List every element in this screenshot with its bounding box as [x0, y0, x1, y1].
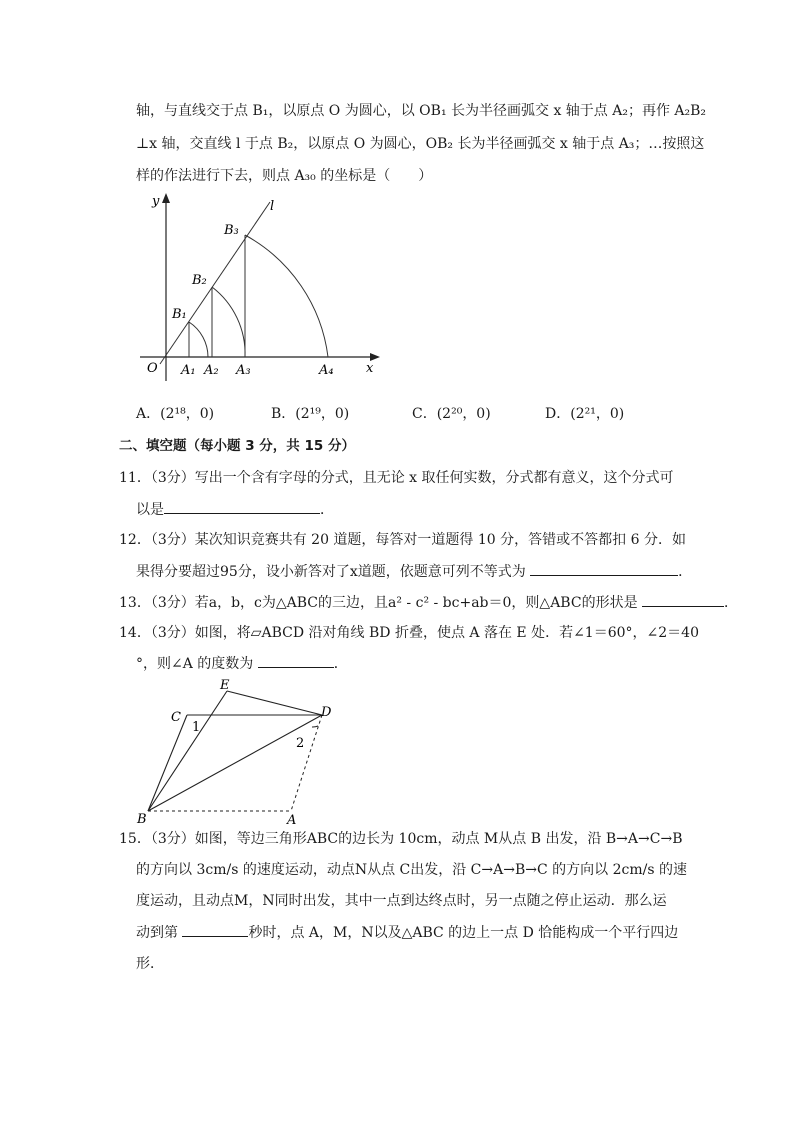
option-b-letter: B． [271, 406, 296, 422]
q14-figure [130, 672, 350, 827]
option-a[interactable] [136, 404, 214, 424]
q13-text [119, 592, 738, 613]
label-A1: A₁ [181, 363, 196, 378]
label-A: A [287, 813, 297, 827]
label-B2: B₂ [192, 273, 207, 288]
q15-text-line2: 的方向以 3cm/s 的速度运动，动点N从点 C出发，沿 C→A→B→C 的方向以 2cm/s 的速 [136, 862, 687, 878]
line-l [160, 202, 270, 364]
option-c[interactable] [412, 404, 491, 424]
option-c-letter: C． [412, 406, 437, 422]
label-A2: A₂ [204, 363, 219, 378]
q10-text-line1: 轴，与直线交于点 B₁，以原点 O 为圆心，以 OB₁ 长为半径画弧交 x 轴于点 A₂；再作 A₂B₂ [136, 103, 707, 119]
arc-B3A4 [245, 235, 328, 357]
q12-suffix: ． [678, 564, 693, 580]
q15-text-line1: 15．（3分）如图，等边三角形ABC的边长为 10cm，动点 M从点 B 出发，沿 B→A→C→B [119, 831, 683, 847]
q15-text-line5: 形． [136, 956, 164, 972]
label-B1: B₁ [172, 307, 187, 322]
q13-answer-blank[interactable] [642, 592, 724, 607]
option-a-letter: A． [136, 406, 161, 422]
q12-prefix: 果得分要超过95分，设小新答对了x道题，依题意可列不等式为 [136, 564, 526, 580]
section-title: 二、填空题（每小题 3 分，共 15 分） [119, 438, 355, 454]
segment-BE [148, 691, 227, 811]
option-a-text: (2¹⁸，0) [160, 406, 215, 422]
q10-figure [135, 188, 395, 388]
arc-B1A2 [189, 322, 208, 357]
arc-B2A3 [212, 287, 245, 357]
label-A3: A₃ [236, 363, 251, 378]
q13-suffix: ． [724, 595, 739, 611]
x-axis-arrow [370, 353, 380, 361]
q14-prefix: °，则∠A 的度数为 [136, 656, 254, 672]
q12-answer-blank[interactable] [530, 561, 678, 576]
label-1: 1 [192, 720, 201, 735]
q15-prefix: 动到第 [136, 925, 178, 941]
option-d-letter: D． [545, 406, 571, 422]
q10-text-line3: 样的作法进行下去，则点 A₃₀ 的坐标是（ ） [136, 168, 433, 184]
label-B3: B₃ [224, 223, 239, 238]
q11-prefix: 以是 [136, 502, 164, 518]
q13-prefix: 13．（3分）若a，b，c为△ABC的三边，且a² - c² - bc+ab＝0，则△ABC的形状是 [119, 595, 638, 611]
label-C: C [171, 710, 181, 725]
label-O: O [147, 361, 158, 376]
q12-text-line1: 12．（3分）某次知识竞赛共有 20 道题，每答对一道题得 10 分，答错或不答都扣 6 分．如 [119, 532, 686, 548]
label-D: D [321, 705, 332, 720]
option-b[interactable] [271, 404, 349, 424]
q14-text-line1: 14．（3分）如图，将▱ABCD 沿对角线 BD 折叠，使点 A 落在 E 处．若∠1＝60°，∠2＝40 [119, 625, 699, 641]
segment-ED [227, 691, 322, 715]
angle-2-arc [312, 726, 318, 727]
segment-BC [148, 715, 187, 811]
y-axis-arrow [162, 193, 170, 203]
q11-suffix: ． [320, 502, 334, 518]
q12-text-line2 [136, 561, 692, 582]
label-A4: A₄ [319, 363, 334, 378]
q14-suffix: ． [333, 656, 348, 672]
label-2: 2 [296, 736, 305, 751]
option-d[interactable] [545, 404, 624, 424]
option-d-text: (2²¹，0) [570, 406, 625, 422]
q15-answer-blank[interactable] [182, 922, 248, 937]
q15-text-line4 [136, 922, 678, 943]
label-E: E [220, 678, 230, 693]
label-l: l [270, 199, 275, 214]
q14-text-line2 [136, 653, 348, 674]
q15-text-line3: 度运动，且动点M，N同时出发，其中一点到达终点时，另一点随之停止运动．那么运 [136, 893, 667, 909]
q14-answer-blank[interactable] [258, 653, 334, 668]
option-c-text: (2²⁰，0) [436, 406, 491, 422]
q15-suffix: 秒时，点 A，M，N以及△ABC 的边上一点 D 恰能构成一个平行四边 [248, 925, 679, 941]
q11-text-line2 [136, 499, 334, 520]
label-x: x [366, 361, 374, 376]
q11-answer-blank[interactable] [164, 499, 320, 514]
option-b-text: (2¹⁹，0) [295, 406, 350, 422]
q11-text-line1: 11．（3分）写出一个含有字母的分式，且无论 x 取任何实数，分式都有意义，这个分式可 [119, 470, 674, 486]
q10-text-line2: ⊥x 轴，交直线 l 于点 B₂，以原点 O 为圆心，OB₂ 长为半径画弧交 x 轴于点 A₃；…按照这 [136, 136, 705, 152]
label-B: B [137, 812, 147, 827]
label-y: y [152, 194, 160, 209]
